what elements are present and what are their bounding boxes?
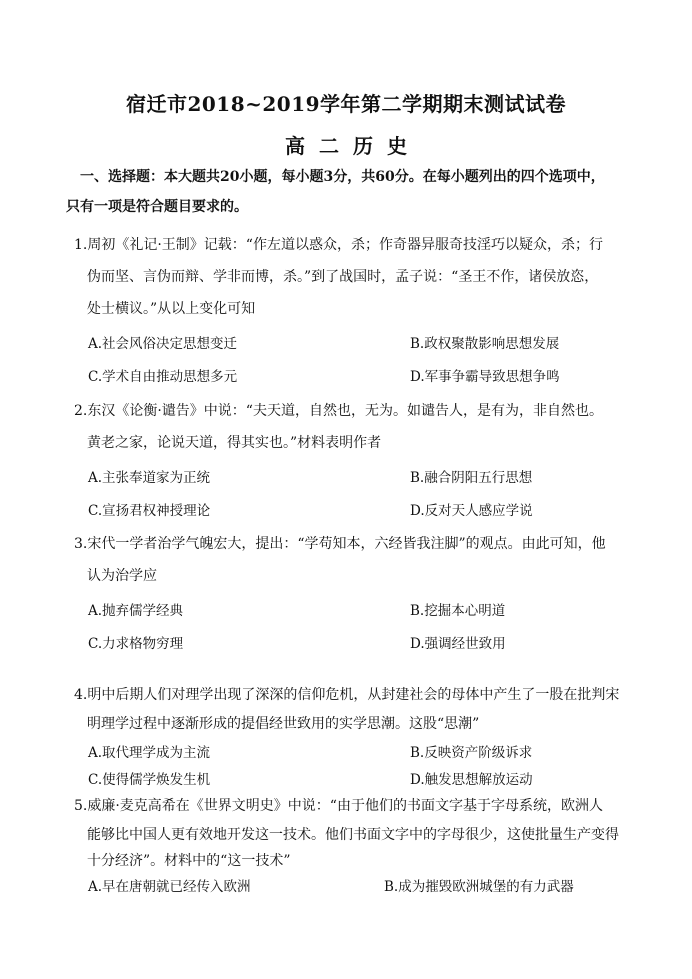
question-1-line-1: 1.周初《礼记·王制》记载：“作左道以惑众，杀；作奇器异服奇技淫巧以疑众，杀；行 (74, 237, 603, 253)
question-5-option-a[interactable]: A.早在唐朝就已经传入欧洲 (88, 879, 251, 895)
question-2-option-c[interactable]: C.宣扬君权神授理论 (88, 503, 211, 519)
question-2-option-b[interactable]: B.融合阴阳五行思想 (410, 470, 533, 486)
question-1-option-c[interactable]: C.学术自由推动思想多元 (88, 369, 238, 385)
question-4-option-a[interactable]: A.取代理学成为主流 (88, 745, 211, 761)
question-2-option-a[interactable]: A.主张奉道家为正统 (88, 470, 211, 486)
exam-title: 宿迁市2018~2019学年第二学期期末测试试卷 (125, 92, 567, 116)
question-5-line-3: 十分经济”。材料中的“这一技术” (87, 853, 291, 869)
question-3-option-c[interactable]: C.力求格物穷理 (88, 636, 184, 652)
question-2-line-1: 2.东汉《论衡·谴告》中说：“夫天道，自然也，无为。如谴告人，是有为，非自然也。 (74, 403, 603, 419)
question-3-line-1: 3.宋代一学者治学气魄宏大，提出：“学苟知本，六经皆我注脚”的观点。由此可知，他 (74, 536, 606, 552)
question-3-option-d[interactable]: D.强调经世致用 (410, 636, 506, 652)
question-1-option-d[interactable]: D.军事争霸导致思想争鸣 (410, 369, 560, 385)
question-5-line-2: 能够比中国人更有效地开发这一技术。他们书面文字中的字母很少，这使批量生产变得 (87, 827, 619, 843)
section-instruction-line-2: 只有一项是符合题目要求的。 (66, 199, 248, 215)
question-3-option-a[interactable]: A.抛弃儒学经典 (88, 603, 184, 619)
question-4-option-d[interactable]: D.触发思想解放运动 (410, 772, 533, 788)
question-1-line-2: 伪而坚、言伪而辩、学非而博，杀。”到了战国时，孟子说：“圣王不作，诸侯放恣， (87, 269, 599, 285)
question-2-option-d[interactable]: D.反对天人感应学说 (410, 503, 533, 519)
question-1-line-3: 处士横议。”从以上变化可知 (87, 301, 256, 317)
question-1-option-a[interactable]: A.社会风俗决定思想变迁 (88, 336, 238, 352)
question-4-line-1: 4.明中后期人们对理学出现了深深的信仰危机，从封建社会的母体中产生了一股在批判宋 (74, 687, 620, 703)
question-1-option-b[interactable]: B.政权聚散影响思想发展 (410, 336, 560, 352)
section-instruction-line-1: 一、选择题：本大题共20小题，每小题3分，共60分。在每小题列出的四个选项中， (80, 169, 605, 185)
question-3-line-2: 认为治学应 (87, 568, 157, 584)
question-4-option-c[interactable]: C.使得儒学焕发生机 (88, 772, 211, 788)
question-5-option-b[interactable]: B.成为摧毁欧洲城堡的有力武器 (384, 879, 574, 895)
exam-subtitle: 高二历史 (285, 134, 421, 158)
question-3-option-b[interactable]: B.挖掘本心明道 (410, 603, 506, 619)
question-4-line-2: 明理学过程中逐渐形成的提倡经世致用的实学思潮。这股“思潮” (87, 716, 480, 732)
question-4-option-b[interactable]: B.反映资产阶级诉求 (410, 745, 533, 761)
question-2-line-2: 黄老之家，论说天道，得其实也。”材料表明作者 (87, 435, 382, 451)
question-5-line-1: 5.威廉·麦克高希在《世界文明史》中说：“由于他们的书面文字基于字母系统，欧洲人 (74, 798, 603, 814)
